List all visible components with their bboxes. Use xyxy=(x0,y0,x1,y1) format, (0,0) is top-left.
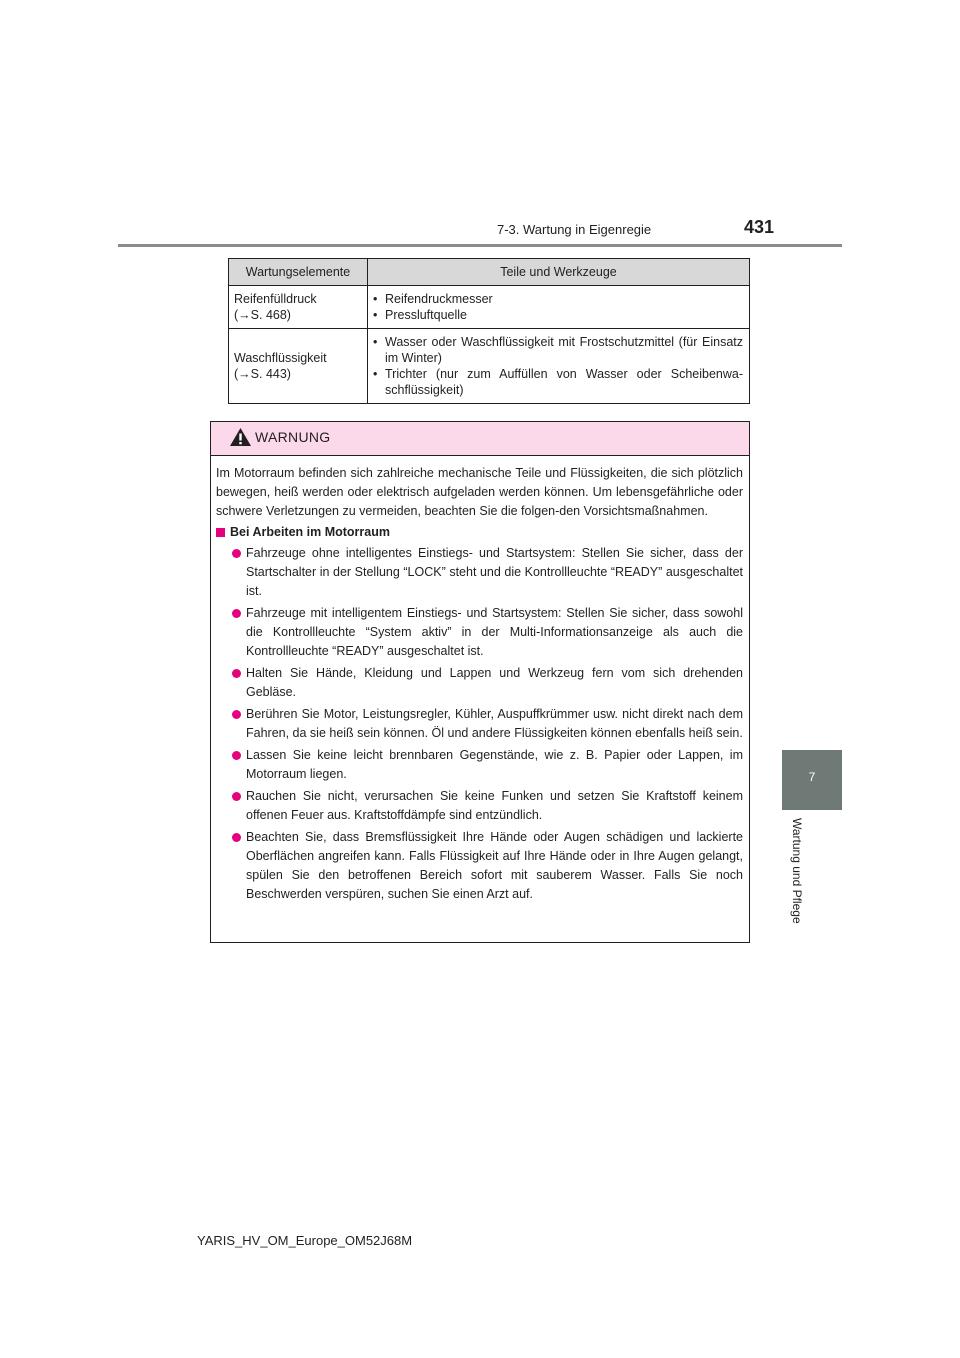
square-bullet-icon xyxy=(216,528,225,537)
list-item: Lassen Sie keine leicht brennbaren Gegenstände, wie z. B. Papier oder Lappen, im Motorraum liegen. xyxy=(229,746,743,784)
circle-bullet-icon xyxy=(232,751,241,760)
warning-header xyxy=(211,422,749,456)
list-item: Halten Sie Hände, Kleidung und Lappen und Werkzeug fern vom sich drehenden Gebläse. xyxy=(229,664,743,702)
list-item: Beachten Sie, dass Bremsflüssigkeit Ihre Hände oder Augen schädigen und lackierte Oberflächen angreifen kann. Falls Flüssigkeit auf Ihre Hände oder in Ihre Augen gelangt, spülen Sie den betroffenen Bereich sofort mit sauberem Wasser. Falls Sie noch Beschwerden verspüren, suchen Sie einen Arzt auf. xyxy=(229,828,743,904)
maintenance-item-cell xyxy=(229,329,368,404)
list-item: Rauchen Sie nicht, verursachen Sie keine Funken und setzen Sie Kraftstoff keinem offenen Feuer aus. Kraftstoffdämpfe sind entzündlich. xyxy=(229,787,743,825)
tools-cell xyxy=(368,286,750,329)
maintenance-item-name: Reifenfülldruck xyxy=(234,292,317,306)
warning-body xyxy=(211,456,749,904)
maintenance-item-cell xyxy=(229,286,368,329)
table-header-row xyxy=(229,259,750,286)
chapter-label: Wartung und Pflege xyxy=(790,818,804,924)
maintenance-parts-table xyxy=(228,258,750,404)
circle-bullet-icon xyxy=(232,549,241,558)
circle-bullet-icon xyxy=(232,669,241,678)
list-item: Fahrzeuge mit intelligentem Einstiegs- und Startsystem: Stellen Sie sicher, dass sowohl die Kontrollleuchte “System aktiv” in der Multi-Informationsanzeige als auch die Kontrollleuchte “READY” ausgeschaltet ist. xyxy=(229,604,743,661)
table-row xyxy=(229,286,750,329)
circle-bullet-icon xyxy=(232,609,241,618)
maintenance-item-name: Waschflüssigkeit xyxy=(234,351,327,365)
table-row xyxy=(229,329,750,404)
column-header-maintenance-items: Wartungselemente xyxy=(229,259,368,286)
section-title: 7-3. Wartung in Eigenregie xyxy=(497,222,652,237)
warning-triangle-icon xyxy=(229,427,252,447)
list-item: • Trichter (nur zum Auffüllen von Wasser oder Scheibenwa-schflüssigkeit) xyxy=(373,367,743,397)
warning-title: WARNUNG xyxy=(255,429,331,445)
list-item: • Reifendruckmesser xyxy=(373,292,493,306)
list-item: Berühren Sie Motor, Leistungsregler, Kühler, Auspuffkrümmer usw. nicht direkt nach dem Fahren, da sie heiß sein können. Öl und andere Flüssigkeiten können ebenfalls heiß sein. xyxy=(229,705,743,743)
page-reference-link[interactable]: (→S. 468) xyxy=(234,308,291,322)
list-item: • Pressluftquelle xyxy=(373,308,467,322)
document-code: YARIS_HV_OM_Europe_OM52J68M xyxy=(197,1233,413,1248)
circle-bullet-icon xyxy=(232,792,241,801)
list-item: Fahrzeuge ohne intelligentes Einstiegs- und Startsystem: Stellen Sie sicher, dass der Startschalter in der Stellung “LOCK” steht und die Kontrollleuchte “READY” ausgeschaltet ist. xyxy=(229,544,743,601)
warning-subheading: Bei Arbeiten im Motorraum xyxy=(216,523,743,542)
page-reference-link[interactable]: (→S. 443) xyxy=(234,367,291,381)
chapter-number: 7 xyxy=(808,770,816,784)
circle-bullet-icon xyxy=(232,833,241,842)
warning-box xyxy=(210,421,750,943)
chapter-tab[interactable] xyxy=(782,750,842,810)
warning-intro: Im Motorraum befinden sich zahlreiche mechanische Teile und Flüssigkeiten, die sich plötzlich bewegen, heiß werden oder elektrisch aufgeladen werden können. Um lebensgefährliche oder schwere Verletzungen zu vermeiden, beachten Sie die folgen-den Vorsichtsmaßnahmen. xyxy=(216,466,743,518)
page-number: 431 xyxy=(744,217,775,237)
list-item: • Wasser oder Waschflüssigkeit mit Frostschutzmittel (für Einsatz im Winter) xyxy=(373,335,743,365)
tools-cell xyxy=(368,329,750,404)
header-divider xyxy=(118,244,842,247)
circle-bullet-icon xyxy=(232,710,241,719)
column-header-parts-tools: Teile und Werkzeuge xyxy=(368,259,750,286)
